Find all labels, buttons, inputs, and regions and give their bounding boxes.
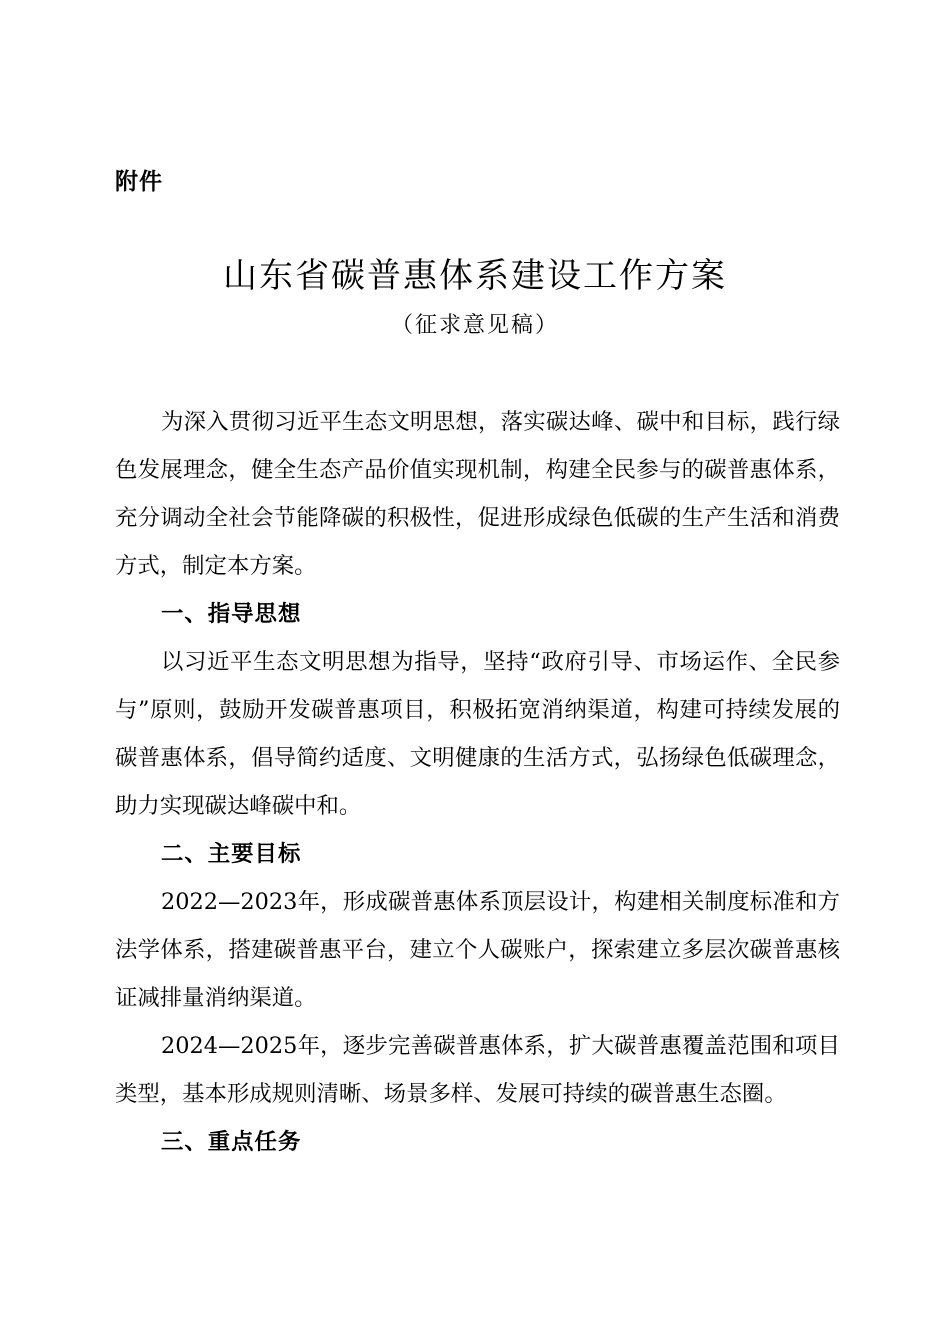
- section-heading-main-goals: 二、主要目标: [161, 841, 302, 867]
- attachment-label: 附件: [115, 169, 163, 195]
- intro-paragraph: 为深入贯彻习近平生态文明思想，落实碳达峰、碳中和目标，践行绿色发展理念，健全生态产品价值实现机制，构建全民参与的碳普惠体系，充分调动全社会节能降碳的积极性，促进形成绿色低碳的生产生活和消费方式，制定本方案。: [115, 409, 840, 579]
- document-body: [115, 398, 840, 1166]
- section-heading-key-tasks: 三、重点任务: [161, 1129, 302, 1155]
- section-paragraph: 2024—2025年，逐步完善碳普惠体系，扩大碳普惠覆盖范围和项目类型，基本形成规则清晰、场景多样、发展可持续的碳普惠生态圈。: [115, 1033, 840, 1107]
- section-paragraph: 2022—2023年，形成碳普惠体系顶层设计，构建相关制度标准和方法学体系，搭建碳普惠平台，建立个人碳账户，探索建立多层次碳普惠核证减排量消纳渠道。: [115, 889, 840, 1011]
- document-subtitle: （征求意见稿）: [390, 313, 559, 338]
- document-title: 山东省碳普惠体系建设工作方案: [223, 256, 727, 296]
- section-paragraph: 以习近平生态文明思想为指导，坚持“政府引导、市场运作、全民参与”原则，鼓励开发碳普惠项目，积极拓宽消纳渠道，构建可持续发展的碳普惠体系，倡导简约适度、文明健康的生活方式，弘扬绿色低碳理念，助力实现碳达峰碳中和。: [115, 649, 840, 819]
- section-heading-guiding-ideology: 一、指导思想: [161, 601, 302, 627]
